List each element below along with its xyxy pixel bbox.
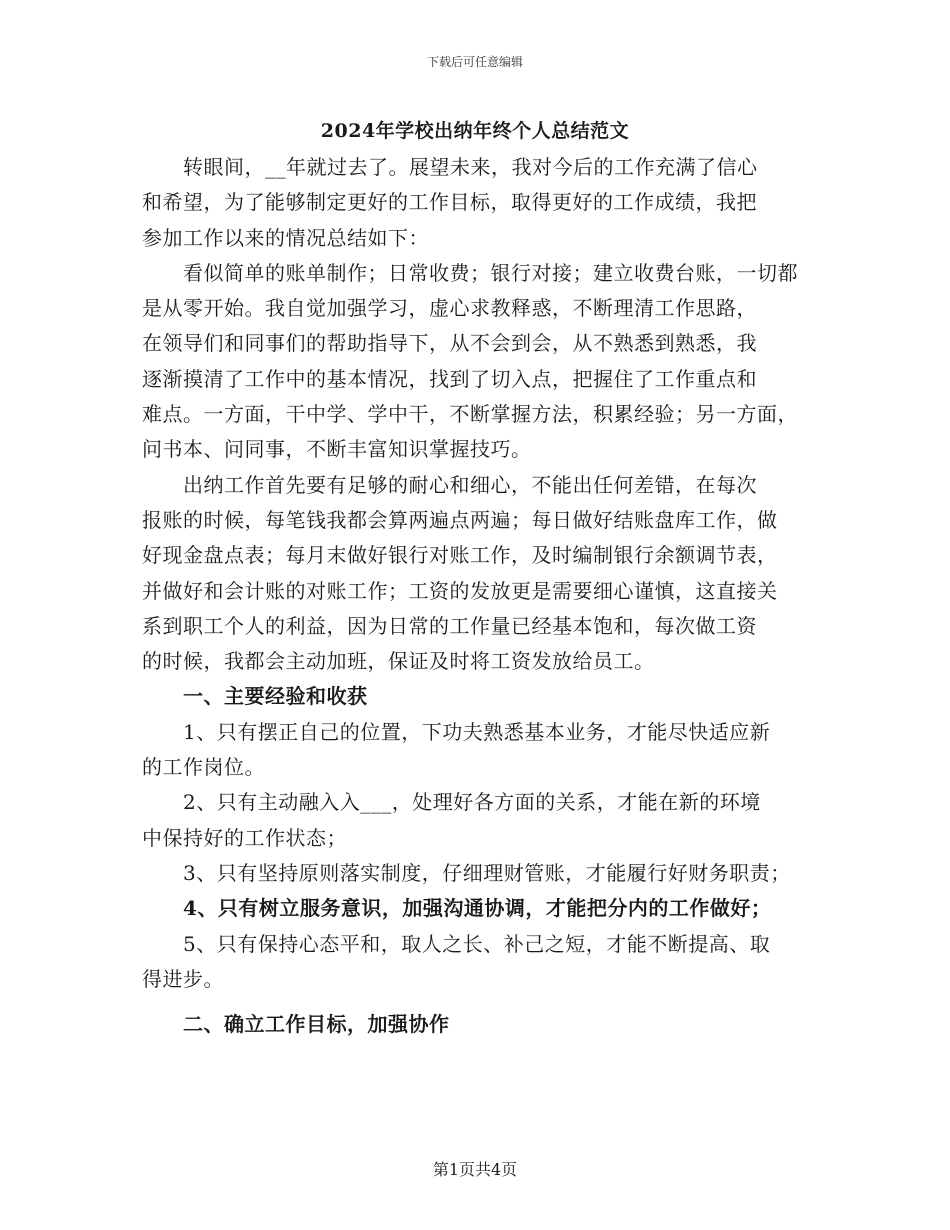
text-line: 报账的时候，每笔钱我都会算两遍点两遍；每日做好结账盘库工作，做 — [142, 507, 778, 532]
document-body — [142, 150, 818, 1042]
text-line: 转眼间，__年就过去了。展望未来，我对今后的工作充满了信心 — [142, 155, 758, 179]
section-heading-1 — [142, 679, 818, 714]
text-line: 和希望，为了能够制定更好的工作目标，取得更好的工作成绩，我把 — [142, 190, 757, 215]
paragraph-intro — [142, 150, 818, 256]
paragraph-learning — [142, 256, 818, 468]
document-title: 2024年学校出纳年终个人总结范文 — [320, 120, 630, 142]
text-line: 问书本、问同事，不断丰富知识掌握技巧。 — [142, 437, 532, 462]
text-line: 系到职工个人的利益，因为日常的工作量已经基本饱和，每次做工资 — [142, 613, 757, 638]
text-line: 5、只有保持心态平和，取人之长、补己之短，才能不断提高、取 — [142, 931, 771, 956]
text-line: 出纳工作首先要有足够的耐心和细心，不能出任何差错，在每次 — [142, 472, 757, 497]
list-item-5 — [142, 927, 818, 998]
header-note: 下载后可任意编辑 — [426, 55, 523, 69]
text-line: 并做好和会计账的对账工作；工资的发放更是需要细心谨慎，这直接关 — [142, 578, 778, 603]
page-number-footer: 第1页共4页 — [432, 1160, 518, 1179]
list-item-4 — [142, 891, 818, 926]
heading-text: 一、主要经验和收获 — [142, 684, 368, 709]
text-line: 中保持好的工作状态； — [142, 825, 347, 850]
text-line: 2、只有主动融入入___，处理好各方面的关系，才能在新的环境 — [142, 790, 761, 815]
list-item-3 — [142, 856, 818, 891]
text-line: 参加工作以来的情况总结如下： — [142, 225, 429, 250]
section-heading-2 — [142, 1007, 818, 1042]
text-line: 得进步。 — [142, 966, 224, 991]
text-line: 看似简单的账单制作；日常收费；银行对接；建立收费台账，一切都 — [142, 260, 798, 285]
paragraph-cashier-duties — [142, 468, 818, 680]
text-line: 3、只有坚持原则落实制度，仔细理财管账，才能履行好财务职责； — [142, 860, 791, 885]
text-line: 4、只有树立服务意识，加强沟通协调，才能把分内的工作做好； — [142, 896, 772, 921]
text-line: 是从零开始。我自觉加强学习，虚心求教释惑，不断理清工作思路， — [142, 296, 757, 321]
text-line: 的时候，我都会主动加班，保证及时将工资发放给员工。 — [142, 649, 655, 674]
text-line: 难点。一方面，干中学、学中干，不断掌握方法，积累经验；另一方面， — [142, 402, 798, 427]
text-line: 1、只有摆正自己的位置，下功夫熟悉基本业务，才能尽快适应新 — [142, 719, 771, 744]
list-item-2 — [142, 785, 818, 856]
text-line: 好现金盘点表；每月末做好银行对账工作，及时编制银行余额调节表， — [142, 543, 778, 568]
heading-text: 二、确立工作目标，加强协作 — [142, 1012, 450, 1037]
list-item-1 — [142, 715, 818, 786]
text-line: 在领导们和同事们的帮助指导下，从不会到会，从不熟悉到熟悉，我 — [142, 331, 757, 356]
text-line: 的工作岗位。 — [142, 755, 265, 780]
text-line: 逐渐摸清了工作中的基本情况，找到了切入点，把握住了工作重点和 — [142, 366, 757, 391]
